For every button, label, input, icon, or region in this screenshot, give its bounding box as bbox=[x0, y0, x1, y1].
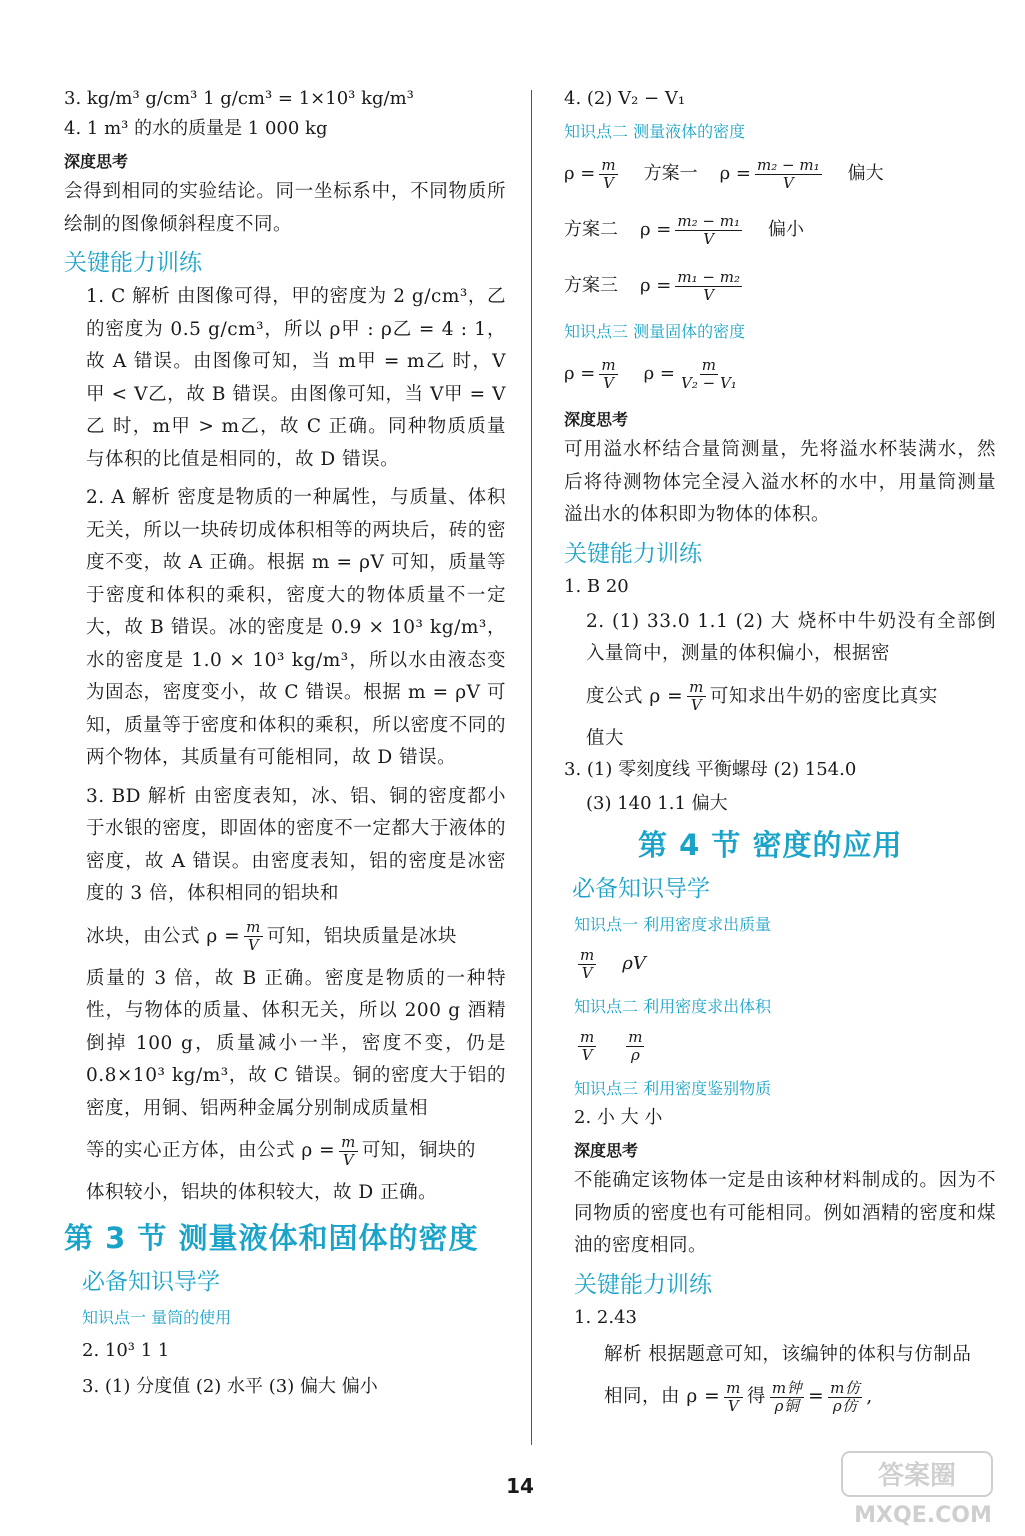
must-know-heading: 必备知识导学 bbox=[572, 876, 710, 902]
svg-text:MXQE.COM: MXQE.COM bbox=[854, 1503, 992, 1528]
watermark-logo bbox=[838, 1448, 1008, 1530]
answer-3-cylinder: 3. (1) 分度值 (2) 水平 (3) 偏大 偏小 bbox=[82, 1375, 378, 1397]
exercise-formula-line: 相同，由 ρ = $\frac{m}{V}$ 得 $\frac{\text{m钟}}{\text{ρ铜}}$ = $\frac{\text{m仿}}{\text{ρ仿}}$ , bbox=[604, 1378, 873, 1415]
knowledge-point-2: 知识点二 测量液体的密度 bbox=[564, 122, 746, 141]
fraction-m-over-v: $\frac{m}{V}$ bbox=[580, 1027, 595, 1064]
must-know-heading: 必备知识导学 bbox=[82, 1268, 220, 1295]
training-answer-3b: (3) 140 1.1 偏大 bbox=[586, 793, 728, 814]
fraction-m-over-rho: $\frac{m}{\rho}$ bbox=[628, 1027, 643, 1064]
training-answer-2b: 度公式 ρ = $\frac{m}{V}$ 可知求出牛奶的密度比真实 bbox=[586, 678, 938, 714]
formula-volume bbox=[564, 1021, 996, 1071]
right-column bbox=[564, 84, 996, 1423]
plan-3-label: 方案三 bbox=[564, 275, 618, 296]
fraction-m-zhong-over-rho-tong: $\frac{\text{m钟}}{\text{ρ铜}}$ bbox=[771, 1378, 803, 1415]
fraction-plan-1: $\frac{\text{m₂ − m₁}}{V}$ bbox=[757, 155, 820, 192]
rho-v: ρV bbox=[622, 953, 646, 974]
training-answer-1: 1. B 20 bbox=[564, 575, 629, 597]
rho-equals: ρ = bbox=[564, 163, 596, 184]
q3d-text-post: 可知，铜块的 bbox=[361, 1140, 476, 1161]
fraction-m-over-v: $\frac{m}{V}$ bbox=[726, 1378, 741, 1415]
deep-think-text-2: 不能确定该物体一定是由该种材料制成的。因为不同物质的密度也有可能相同。例如酒精的密度和煤油的密度相同。 bbox=[574, 1170, 996, 1256]
deep-think-text: 会得到相同的实验结论。同一坐标系中，不同物质所绘制的图像倾斜程度不同。 bbox=[64, 181, 506, 235]
knowledge-point-3: 知识点三 测量固体的密度 bbox=[564, 322, 746, 341]
q3-text-post: 可知，铝块质量是冰块 bbox=[266, 925, 457, 947]
bias-label: 偏大 bbox=[847, 163, 884, 184]
plan-1-label: 方案一 bbox=[643, 163, 698, 184]
answer-4-v2-v1: 4. (2) V₂ − V₁ bbox=[564, 88, 686, 109]
deep-think-label: 深度思考 bbox=[64, 152, 129, 171]
left-column bbox=[64, 84, 506, 1402]
question-3-part-e: 体积较小，铝块的体积较大，故 D 正确。 bbox=[86, 1182, 438, 1203]
key-training-heading: 关键能力训练 bbox=[564, 540, 702, 567]
fraction-m-over-v2-v1: $\frac{m}{\text{V₂ − V₁}}$ bbox=[681, 355, 737, 392]
deep-think-label: 深度思考 bbox=[564, 410, 629, 429]
knowledge-point-3b: 知识点三 利用密度鉴别物质 bbox=[574, 1079, 772, 1098]
answer-2-volume: 2. 10³ 1 1 bbox=[82, 1339, 170, 1361]
question-3-part-d bbox=[64, 1125, 506, 1177]
q3-text-pre: 冰块，由公式 ρ = bbox=[86, 925, 241, 947]
fraction-m-over-v: $\frac{m}{V}$ bbox=[246, 918, 261, 954]
question-3-part-c: 质量的 3 倍，故 B 正确。密度是物质的一种特性，与物体的质量、体积无关，所以 200 g 酒精倒掉 100 g，质量减小一半，密度不变，仍是 0.8×10³ kg/m³，故 C 错误。铜的密度大于铝的密度，用铜、铝两种金属分别制成质量相 bbox=[86, 967, 506, 1119]
fraction-m-over-v: $\frac{m}{V}$ bbox=[341, 1132, 356, 1169]
plan-2-label: 方案二 bbox=[564, 219, 618, 240]
fraction-plan-2: $\frac{\text{m₂ − m₁}}{V}$ bbox=[677, 211, 740, 248]
knowledge-point-2b: 知识点二 利用密度求出体积 bbox=[574, 997, 772, 1016]
fraction-m-over-v: $\frac{m}{V}$ bbox=[601, 355, 616, 392]
section-3-title: 第 3 节 测量液体和固体的密度 bbox=[64, 1220, 479, 1255]
deep-think-text: 可用溢水杯结合量筒测量，先将溢水杯装满水，然后将待测物体完全浸入溢水杯的水中，用量筒测量溢出水的体积即为物体的体积。 bbox=[564, 439, 996, 525]
fraction-plan-3: $\frac{\text{m₁ − m₂}}{V}$ bbox=[677, 267, 740, 304]
fraction-m-fang-over-rho-fang: $\frac{\text{m仿}}{\text{ρ仿}}$ bbox=[830, 1378, 861, 1415]
answer-3-units: 3. kg/m³ g/cm³ 1 g/cm³ = 1×10³ kg/m³ bbox=[64, 88, 414, 109]
formula-solid: ρ = $\frac{m}{V}$ ρ = $\frac{m}{\text{V₂ − V₁}}$ bbox=[564, 355, 737, 392]
formula-plan-1: ρ = $\frac{m}{V}$ 方案一 ρ = $\frac{\text{m₂ − m₁}}{V}$ 偏大 bbox=[564, 155, 884, 192]
question-1: 1. C 解析 由图像可得，甲的密度为 2 g/cm³，乙的密度为 0.5 g/cm³，所以 ρ甲 : ρ乙 = 4 : 1，故 A 错误。由图像可知，当 m甲 = m乙 时，V甲 < V乙，故 B 错误。由图像可知，当 V甲 = V乙 时，m甲 > m乙，故 C 正确。同种物质质量与体积的比值是相同的，故 D 错误。 bbox=[86, 286, 506, 470]
formula-plan-3: 方案三 ρ = $\frac{\text{m₁ − m₂}}{V}$ bbox=[564, 267, 740, 304]
answer-4-mass: 4. 1 m³ 的水的质量是 1 000 kg bbox=[64, 118, 328, 139]
knowledge-point-1b: 知识点一 利用密度求出质量 bbox=[574, 915, 772, 934]
key-training-heading: 关键能力训练 bbox=[64, 250, 202, 276]
fraction-m-over-v: $\frac{m}{V}$ bbox=[601, 155, 616, 192]
column-divider bbox=[531, 90, 532, 1445]
svg-text:答案圈: 答案圈 bbox=[877, 1461, 957, 1491]
bias-label: 偏小 bbox=[767, 219, 804, 240]
training-answer-2c: 值大 bbox=[586, 727, 625, 749]
page-number: 14 bbox=[506, 1474, 534, 1498]
question-3-part-b bbox=[64, 911, 506, 963]
question-3-part-a: 3. BD 解析 由密度表知，冰、铝、铜的密度都小于水银的密度，即固体的密度不一定都大于液体的密度，故 A 错误。由密度表知，铝的密度是冰密度的 3 倍，体积相同的铝块和 bbox=[86, 785, 506, 904]
training-answer-3a: 3. (1) 零刻度线 平衡螺母 (2) 154.0 bbox=[564, 759, 857, 780]
fraction-m-over-v: $\frac{m}{V}$ bbox=[689, 678, 704, 714]
answer-2-compare: 2. 小 大 小 bbox=[574, 1107, 663, 1128]
section-4-title: 第 4 节 密度的应用 bbox=[638, 828, 903, 862]
formula-mass bbox=[564, 939, 996, 989]
question-2: 2. A 解析 密度是物质的一种属性，与质量、体积无关，所以一块砖切成体积相等的两块后，砖的密度不变，故 A 正确。根据 m = ρV 可知，质量等于密度和体积的乘积，密度大的物体质量不一定大，故 B 错误。冰的密度是 0.9 × 10³ kg/m³，水的密度是 1.0 × 10³ kg/m³，所以水由液态变为固态，密度变小，故 C 错误。根据 m = ρV 可知，质量等于密度和体积的乘积，所以密度不同的两个物体，其质量有可能相同，故 D 错误。 bbox=[86, 487, 506, 768]
q3d-text-pre: 等的实心正方体，由公式 ρ = bbox=[86, 1140, 336, 1161]
key-training-heading-2: 关键能力训练 bbox=[574, 1271, 712, 1298]
knowledge-point-1: 知识点一 量筒的使用 bbox=[82, 1307, 232, 1327]
fraction-m-over-v: $\frac{m}{V}$ bbox=[580, 945, 595, 982]
exercise-analysis: 解析 根据题意可知，该编钟的体积与仿制品 bbox=[604, 1343, 972, 1365]
formula-plan-2: 方案二 ρ = $\frac{\text{m₂ − m₁}}{V}$ 偏小 bbox=[564, 211, 804, 248]
exercise-answer-1: 1. 2.43 bbox=[574, 1306, 637, 1328]
training-answer-2a: 2. (1) 33.0 1.1 (2) 大 烧杯中牛奶没有全部倒入量筒中，测量的体积偏小，根据密 bbox=[586, 610, 996, 664]
deep-think-label-2: 深度思考 bbox=[574, 1141, 639, 1160]
